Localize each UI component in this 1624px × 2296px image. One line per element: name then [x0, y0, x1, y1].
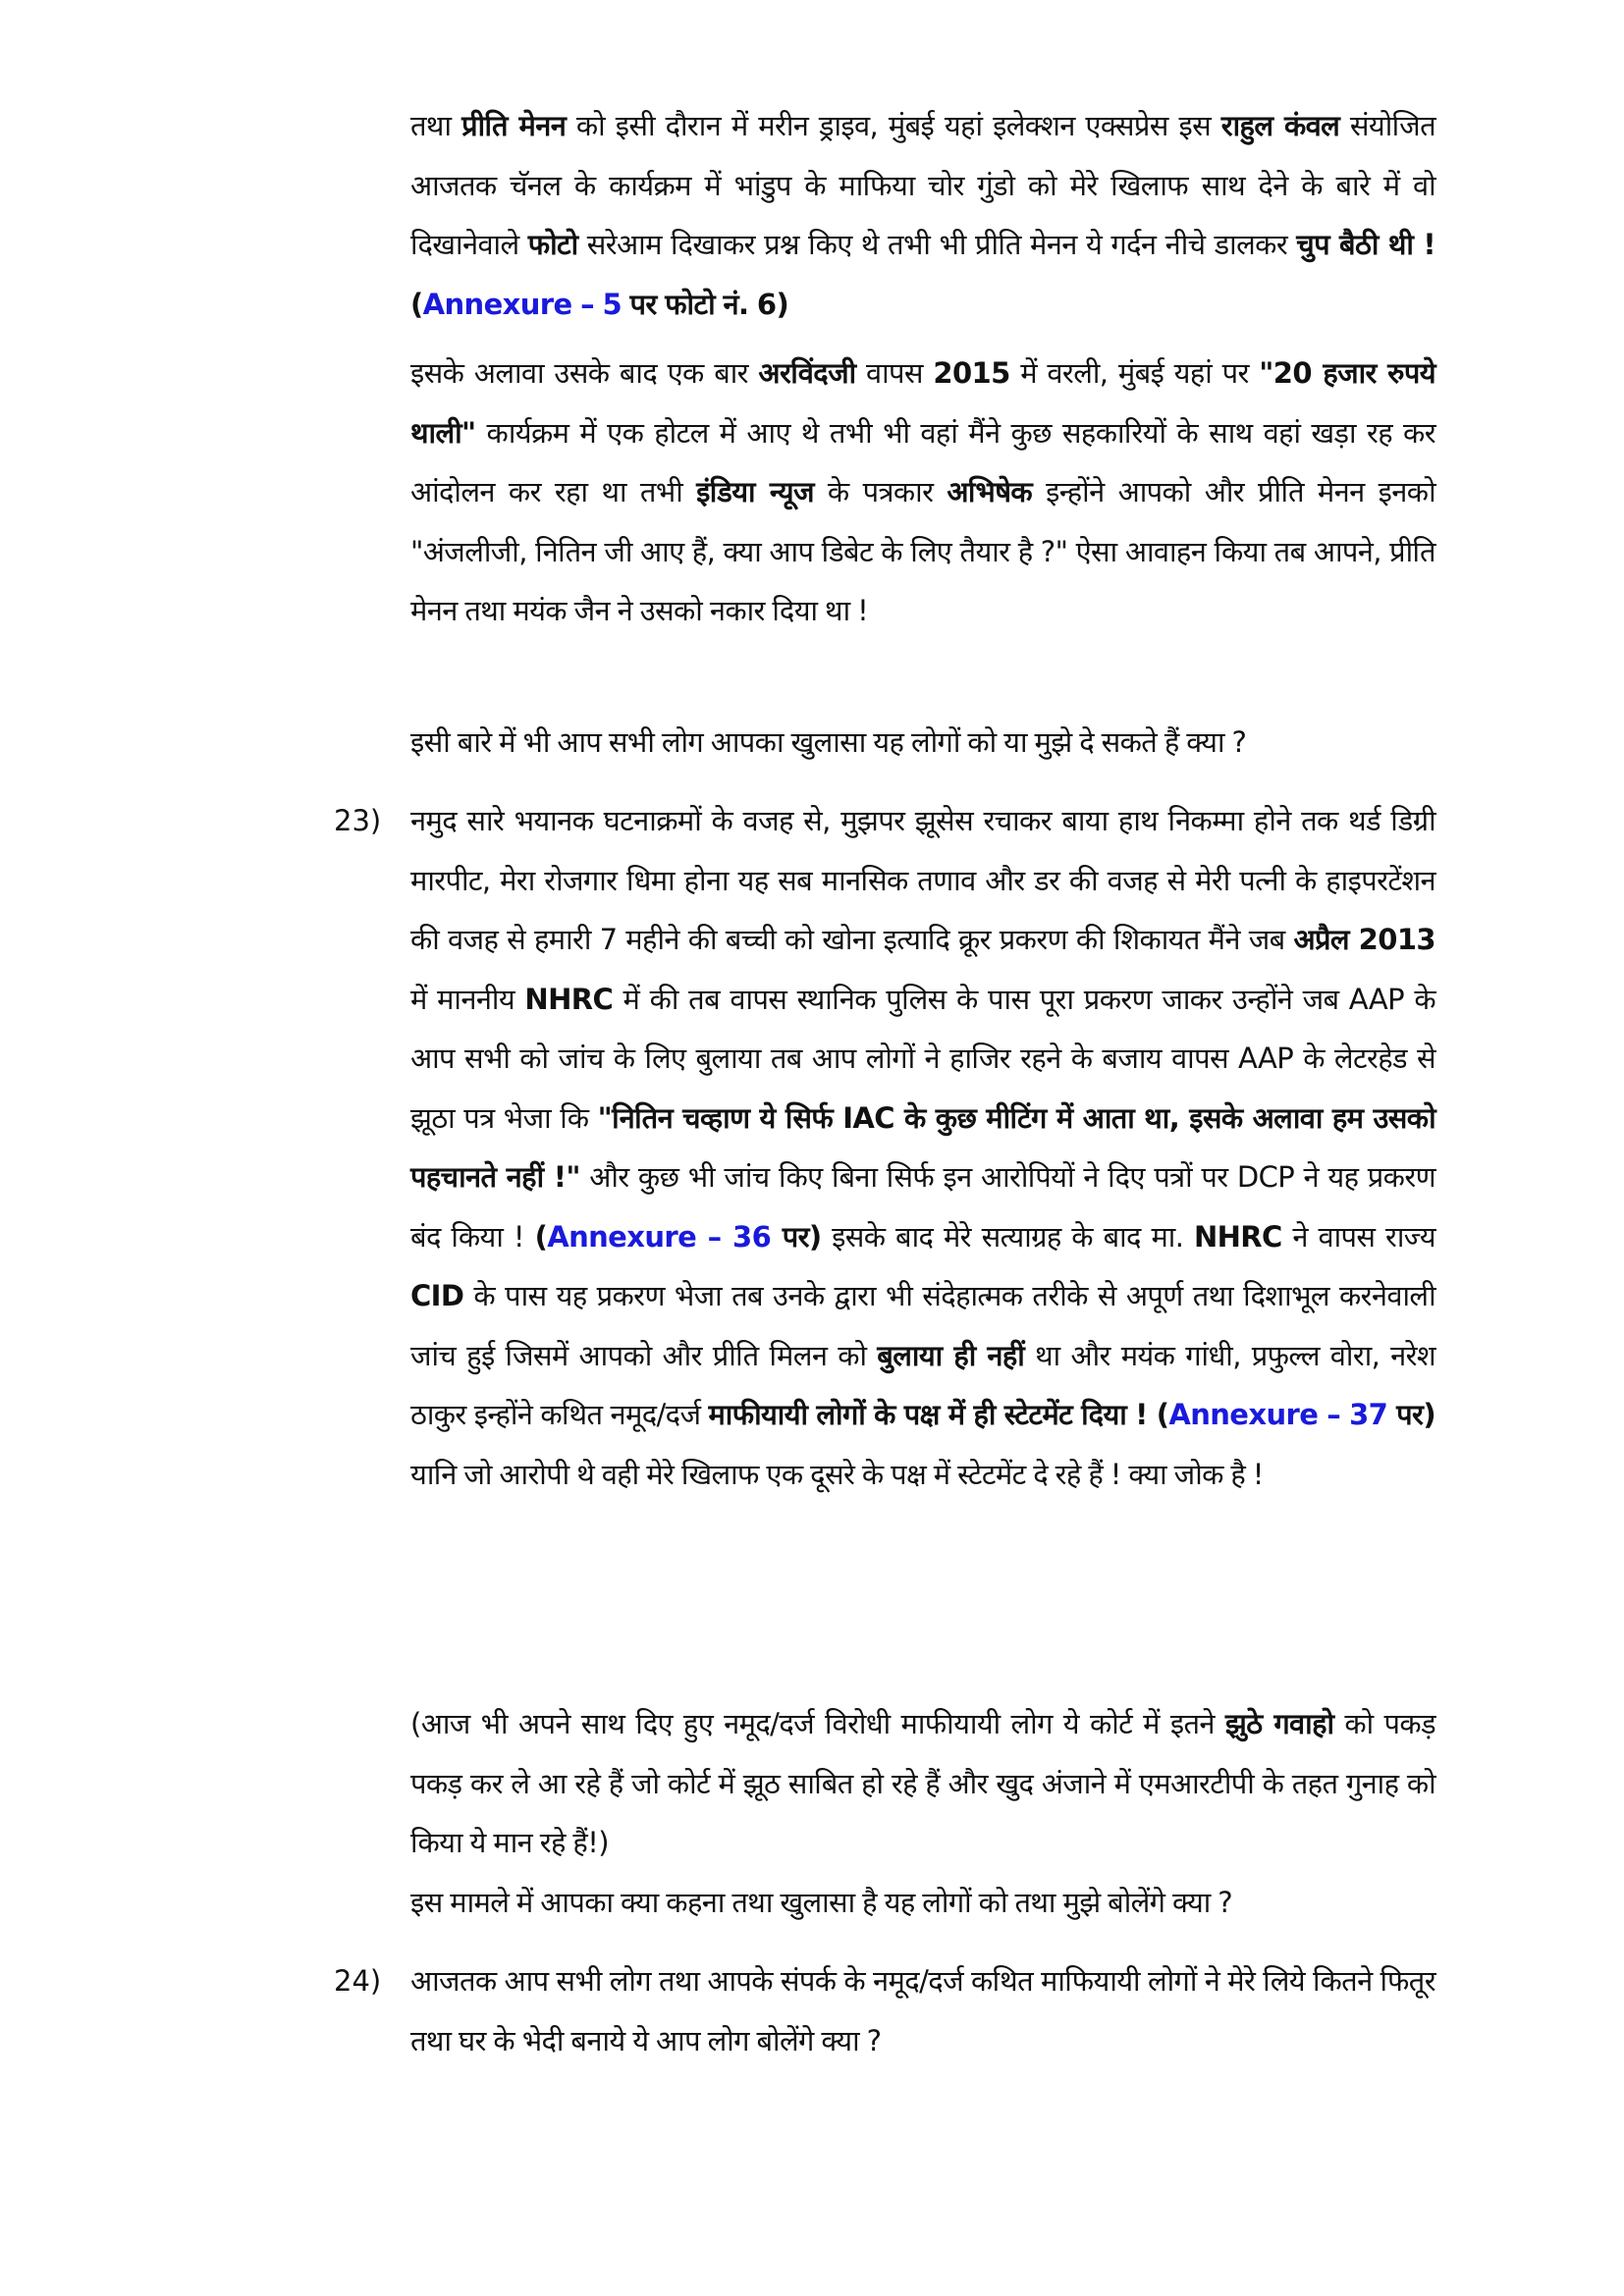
- text-run: इस मामले में आपका क्या कहना तथा खुलासा है यह लोगों को तथा मुझे बोलेंगे क्या ?: [410, 1886, 1233, 1919]
- bold-text: "नितिन चव्हाण ये सिर्फ IAC के कुछ मीटिंग में आता था, इसके अलावा हम उसको पहचानते नहीं !": [410, 1100, 1435, 1194]
- text-run: वापस: [855, 356, 934, 390]
- text-run: था और मयंक गांधी, प्रफुल्ल वोरा, नरेश ठाकुर इन्होंने कथित नमूद/दर्ज: [410, 1338, 1436, 1431]
- text-run: इसके बाद मेरे सत्याग्रह के बाद मा.: [821, 1219, 1194, 1254]
- bold-text: माफीयायी लोगों के पक्ष में ही स्टेटमेंट दिया !: [708, 1398, 1148, 1431]
- bold-text: पर फोटो नं. 6): [622, 287, 789, 321]
- bold-text: अभिषेक: [947, 475, 1033, 508]
- paragraph-arvind-worli-event: [410, 344, 1435, 641]
- paragraph-false-witnesses: [410, 1694, 1435, 1873]
- bold-text: पर): [1387, 1398, 1435, 1431]
- bold-text: इंडिया न्यूज: [696, 475, 814, 508]
- paragraph-question-clarification: [410, 713, 1435, 773]
- bold-text: फोटो: [527, 228, 578, 261]
- text-run: ने वापस राज्य: [1281, 1219, 1435, 1254]
- item-number-24: 24): [334, 1964, 382, 1998]
- bold-text: प्रीति मेनन: [461, 109, 567, 142]
- paragraph-item-23: [410, 791, 1435, 1504]
- text-run: तथा: [410, 109, 462, 142]
- bold-text: चुप बैठी थी !: [1296, 228, 1435, 261]
- text-run: (आज भी अपने साथ दिए हुए नमूद/दर्ज विरोधी माफीयायी लोग ये कोर्ट में इतने: [410, 1707, 1225, 1740]
- bold-text: (: [1147, 1398, 1169, 1431]
- text-run: के पास यह प्रकरण भेजा तब उनके द्वारा भी संदेहात्मक तरीके से अपूर्ण तथा दिशाभूल करनेवाली जांच हुई जिसमें आपको और प्रीति मिलन को: [410, 1279, 1435, 1372]
- text-run: नमुद सारे भयानक घटनाक्रमों के वजह से, मुझपर झूसेस रचाकर बाया हाथ निकम्मा होने तक थर्ड डिग्री मारपीट, मेरा रोजगार धिमा होना यह सब मानसिक तणाव और डर की वजह से मेरी पत्नी के हाइपरटेंशन की वजह से हमारी 7 महीने की बच्ची को खोना इत्यादि क्रूर प्रकरण की शिकायत मैंने जब: [410, 804, 1435, 956]
- text-run: इसके अलावा उसके बाद एक बार: [410, 356, 759, 390]
- bold-text: अप्रैल 2013: [1293, 923, 1435, 956]
- annexure-reference: Annexure – 36: [547, 1219, 772, 1254]
- bold-text: राहुल कंवल: [1220, 109, 1340, 142]
- bold-text: CID: [410, 1279, 464, 1312]
- paragraph-item-24: [410, 1951, 1435, 2070]
- annexure-reference: Annexure – 37: [1168, 1398, 1388, 1431]
- bold-text: "20 हजार रुपये थाली": [410, 356, 1435, 450]
- bold-text: बुलाया ही नहीं: [877, 1338, 1025, 1372]
- text-run: को पकड़ पकड़ कर ले आ रहे हैं जो कोर्ट में झूठ साबित हो रहे हैं और खुद अंजाने में एमआरटीपी के तहत गुनाह को किया ये मान रहे हैं!): [410, 1707, 1435, 1859]
- bold-text: NHRC: [524, 982, 614, 1016]
- text-run: में माननीय: [410, 982, 525, 1016]
- bold-text: झुठे गवाहो: [1224, 1707, 1334, 1740]
- text-run: आजतक आप सभी लोग तथा आपके संपर्क के नमूद/दर्ज कथित माफियायी लोगों ने मेरे लिये कितने फितूर तथा घर के भेदी बनाये ये आप लोग बोलेंगे क्या ?: [410, 1964, 1435, 2057]
- text-run: में वरली, मुंबई यहां पर: [1009, 356, 1260, 390]
- paragraph-preeti-menon-tv: [410, 96, 1435, 334]
- paragraph-question-matter: [410, 1873, 1435, 1933]
- text-run: को इसी दौरान में मरीन ड्राइव, मुंबई यहां इलेक्शन एक्सप्रेस इस: [566, 109, 1221, 142]
- text-run: और कुछ भी जांच किए बिना सिर्फ इन आरोपियों ने दिए पत्रों पर DCP ने यह प्रकरण बंद किया !: [410, 1160, 1435, 1254]
- bold-text: (: [534, 1219, 548, 1254]
- bold-text: NHRC: [1193, 1219, 1282, 1254]
- bold-text: 2015: [933, 356, 1010, 390]
- text-run: सरेआम दिखाकर प्रश्न किए थे तभी भी प्रीति मेनन ये गर्दन नीचे डालकर: [577, 228, 1297, 261]
- bold-text: पर): [771, 1219, 822, 1254]
- text-run: यानि जो आरोपी थे वही मेरे खिलाफ एक दूसरे के पक्ष में स्टेटमेंट दे रहे हैं ! क्या जोक है !: [410, 1457, 1264, 1491]
- text-run: कार्यक्रम में एक होटल में आए थे तभी भी वहां मैंने कुछ सहकारियों के साथ वहां खड़ा रह कर आंदोलन कर रहा था तभी: [410, 415, 1435, 508]
- text-run: संयोजित आजतक चॅनल के कार्यक्रम में भांडुप के माफिया चोर गुंडो को मेरे खिलाफ साथ देने के बारे में वो दिखानेवाले: [410, 109, 1435, 261]
- text-run: में की तब वापस स्थानिक पुलिस के पास पूरा प्रकरण जाकर उन्होंने जब AAP के आप सभी को जांच के लिए बुलाया तब आप लोगों ने हाजिर रहने के बजाय वापस AAP के लेटरहेड से झूठा पत्र भेजा कि: [410, 982, 1436, 1135]
- text-run: इन्होंने आपको और प्रीति मेनन इनको "अंजलीजी, नितिन जी आए हैं, क्या आप डिबेट के लिए तैयार है ?" ऐसा आवाहन किया तब आपने, प्रीति मेनन तथा मयंक जैन ने उसको नकार दिया था !: [410, 475, 1435, 627]
- text-run: के पत्रकार: [813, 475, 947, 508]
- annexure-reference: Annexure – 5: [422, 287, 623, 321]
- bold-text: (: [410, 287, 423, 321]
- item-number-23: 23): [334, 804, 382, 837]
- bold-text: अरविंदजी: [758, 356, 856, 390]
- text-run: इसी बारे में भी आप सभी लोग आपका खुलासा यह लोगों को या मुझे दे सकते हैं क्या ?: [410, 725, 1247, 759]
